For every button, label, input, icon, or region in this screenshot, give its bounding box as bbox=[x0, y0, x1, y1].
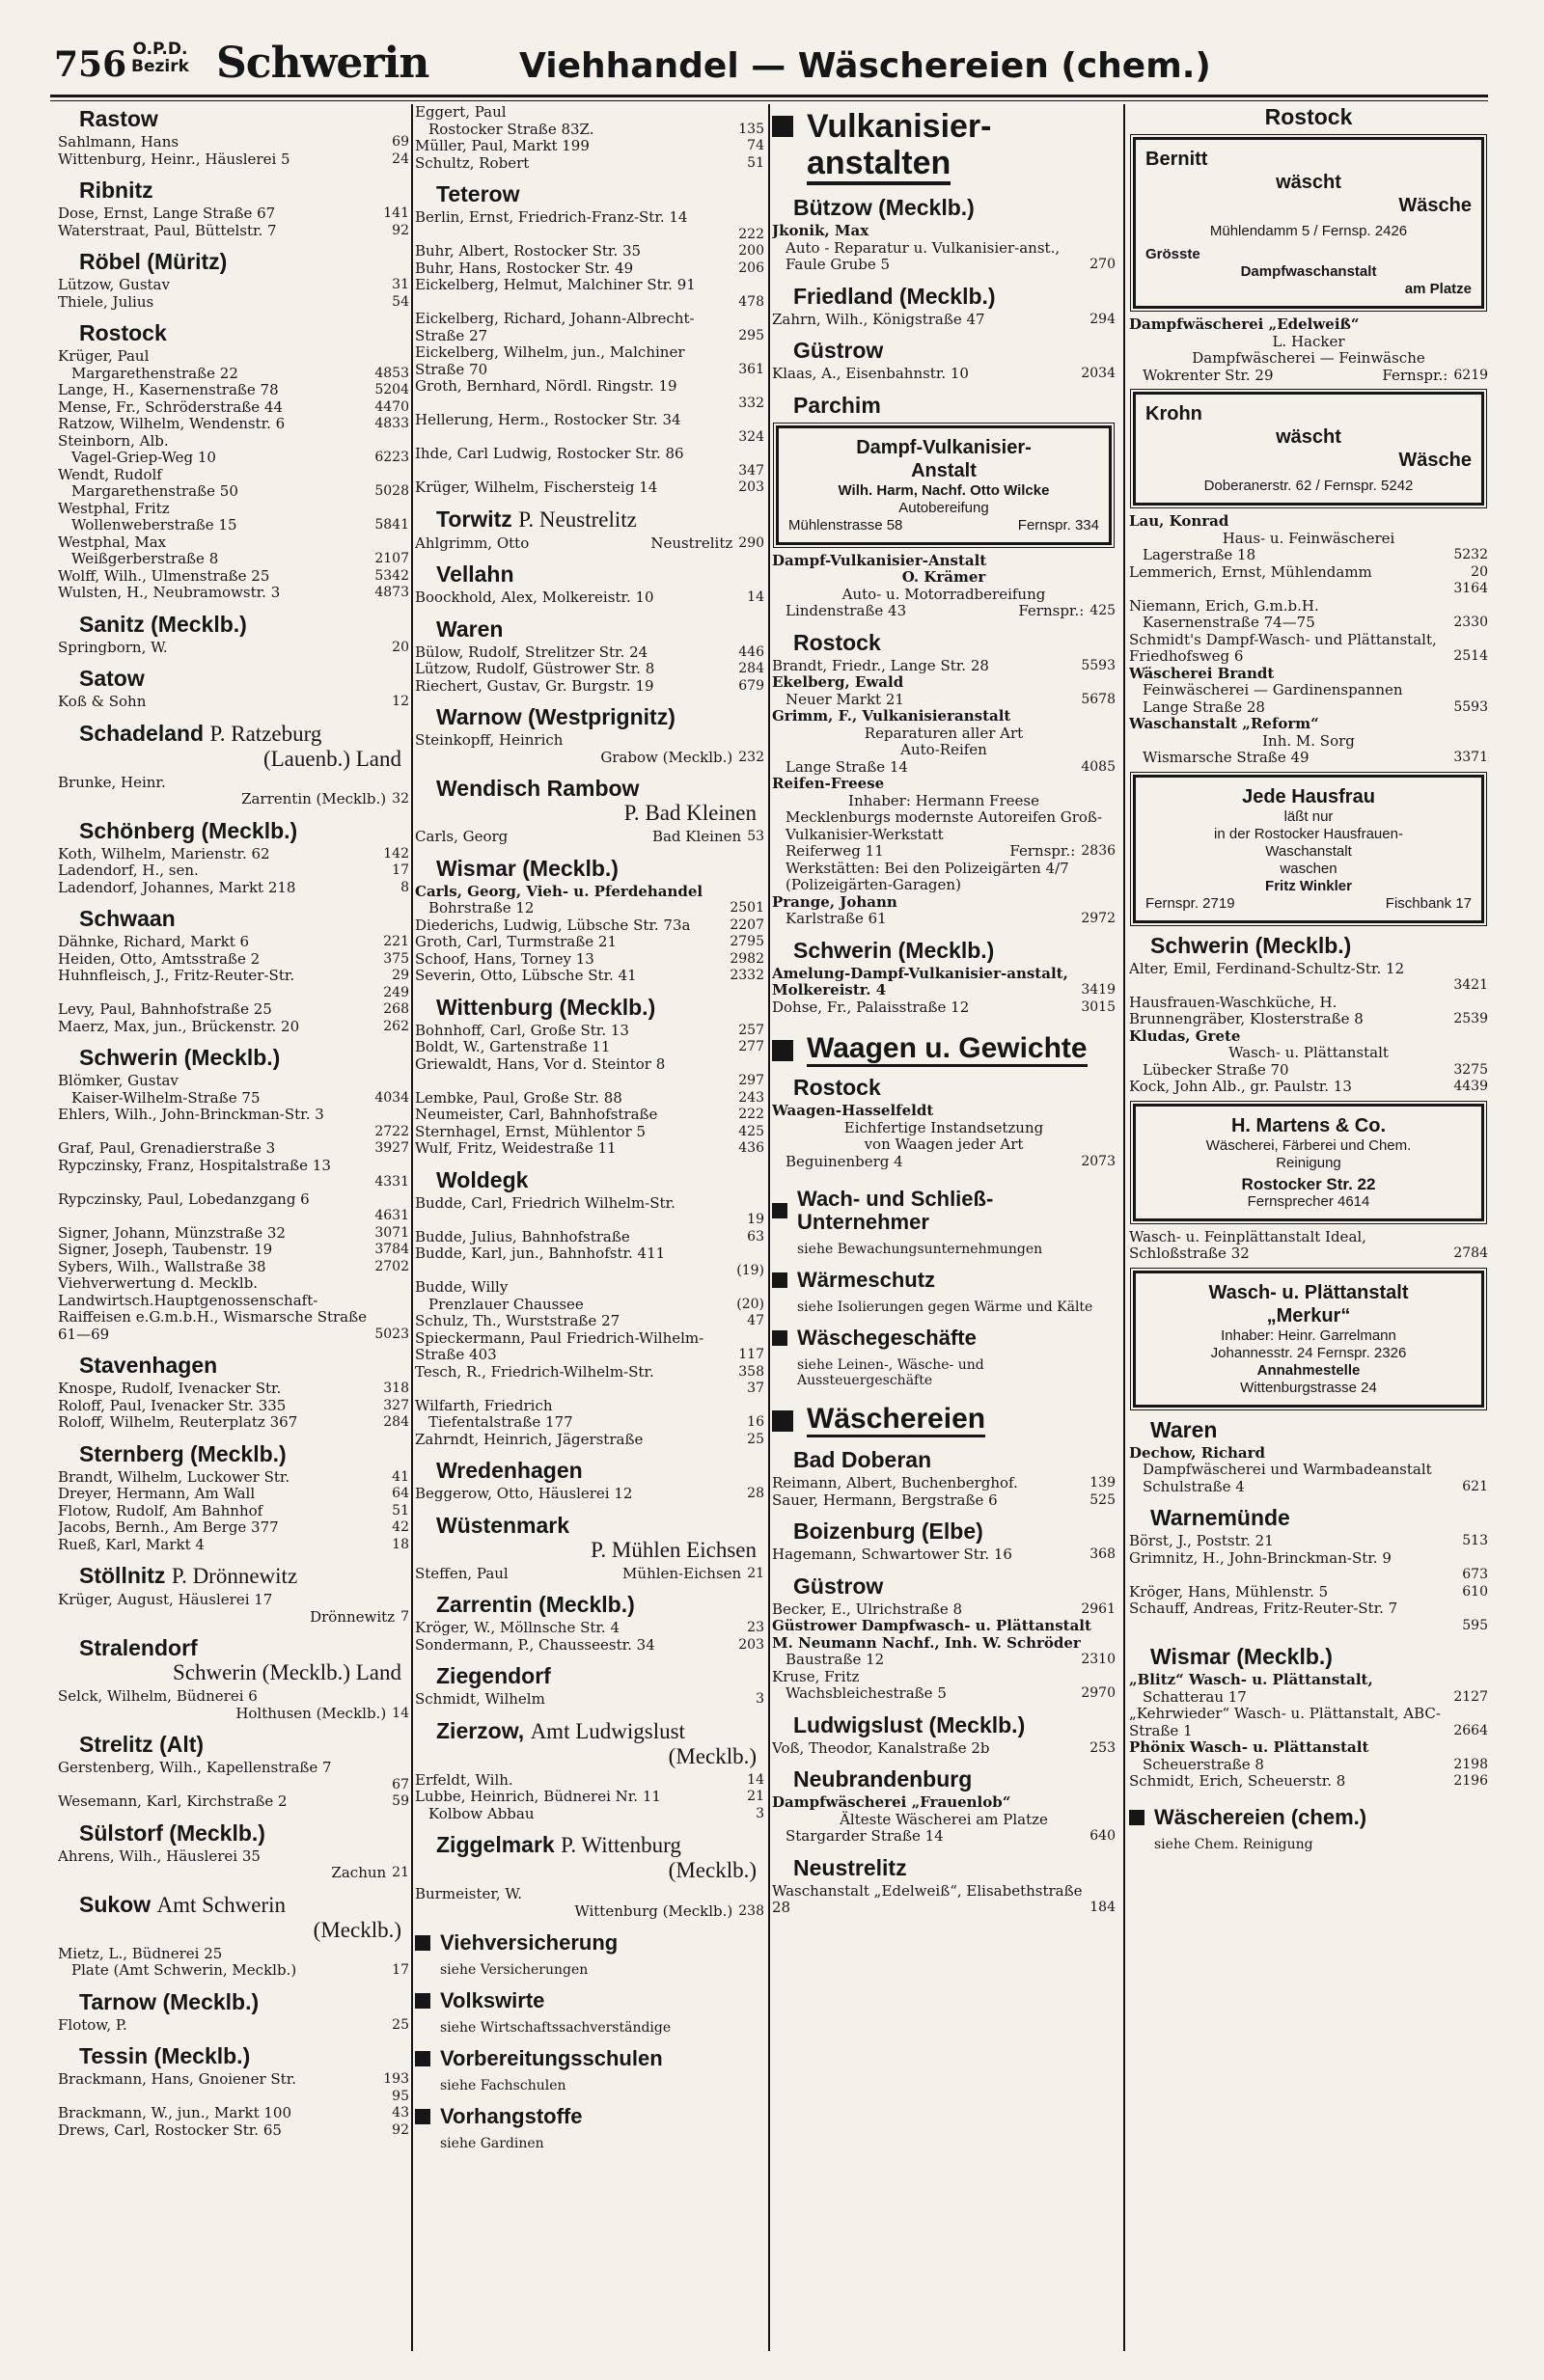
list-item: Knospe, Rudolf, Ivenacker Str. 318 bbox=[58, 1380, 409, 1397]
cross-reference: siehe Versicherungen bbox=[440, 1962, 589, 1978]
town-heading: Wittenburg (Mecklb.) bbox=[436, 994, 656, 1020]
column-3 bbox=[772, 104, 1116, 2352]
town-heading: Rostock bbox=[79, 320, 167, 345]
section-heading: Vorhangstoffe bbox=[415, 2105, 764, 2128]
list-item: Brunke, Heinr. Zarrentin (Mecklb.) 32 bbox=[58, 773, 409, 807]
list-item: Erfeldt, Wilh. 14 bbox=[415, 1770, 764, 1789]
list-item: Waagen-Hasselfeldt Eichfertige Instandsetzung von Waagen jeder Art Beguinenberg 4 2073 bbox=[772, 1102, 1116, 1170]
list-item: Groth, Bernhard, Nördl. Ringstr. 19 332 bbox=[415, 377, 764, 411]
advertisement-box: Krohn wäscht Wäsche Doberanerstr. 62 / Fernspr. 5242 bbox=[1133, 392, 1484, 506]
list-item: Sauer, Hermann, Bergstraße 6 525 bbox=[772, 1491, 1116, 1509]
list-item: Prange, Johann Karlstraße 61 2972 bbox=[772, 892, 1116, 927]
list-item: Schulz, Th., Wurststraße 27 47 bbox=[415, 1312, 764, 1329]
square-bullet-icon bbox=[772, 1203, 787, 1218]
town-heading: Röbel (Müritz) bbox=[79, 249, 228, 274]
list-item: Dohse, Fr., Palaisstraße 12 3015 bbox=[772, 998, 1116, 1016]
town-heading: Wismar (Mecklb.) bbox=[1150, 1644, 1333, 1669]
town-heading: Strelitz (Alt) bbox=[79, 1732, 205, 1757]
list-item: Schmidt, Wilhelm 3 bbox=[415, 1690, 764, 1708]
list-item: Springborn, W. 20 bbox=[58, 638, 409, 656]
list-item: Severin, Otto, Lübsche Str. 41 2332 bbox=[415, 967, 764, 984]
list-item: Schauff, Andreas, Fritz-Reuter-Str. 7 595 bbox=[1129, 1600, 1488, 1633]
town-heading: Güstrow bbox=[793, 338, 884, 363]
section-heading: Wäschereien (chem.) bbox=[1129, 1806, 1488, 1829]
section-heading: Volkswirte bbox=[415, 1989, 764, 2012]
list-item: Dampfwäscherei „Frauenlob“ Älteste Wäscherei am Platze Stargarder Straße 14 640 bbox=[772, 1793, 1116, 1845]
list-item: Boockhold, Alex, Molkereistr. 10 14 bbox=[415, 588, 764, 606]
list-item: Eickelberg, Richard, Johann-Albrecht-Straße 27 295 bbox=[415, 310, 764, 344]
list-item: Wilfarth, Friedrich Tiefentalstraße 177 16 bbox=[415, 1396, 764, 1431]
list-item: Spieckermann, Paul Friedrich-Wilhelm-Straße 403 117 bbox=[415, 1328, 764, 1363]
town-heading: Teterow bbox=[436, 181, 520, 206]
list-item: Graf, Paul, Grenadierstraße 3 3927 bbox=[58, 1139, 409, 1157]
list-item: Ahlgrimm, Otto Neustrelitz 290 bbox=[415, 533, 764, 552]
list-item: Buhr, Albert, Rostocker Str. 35 200 bbox=[415, 242, 764, 260]
section-heading: Wach- und Schließ-Unternehmer bbox=[772, 1188, 1116, 1234]
town-heading: Torwitz P. Neustrelitz bbox=[436, 506, 637, 532]
list-item: Steffen, Paul Mühlen-Eichsen 21 bbox=[415, 1564, 764, 1582]
list-item: Wesemann, Karl, Kirchstraße 2 59 bbox=[58, 1792, 409, 1810]
list-item: Budde, Karl, jun., Bahnhofstr. 411 (19) bbox=[415, 1245, 764, 1278]
town-heading: Sülstorf (Mecklb.) bbox=[79, 1819, 265, 1846]
city-name: Schwerin bbox=[216, 39, 429, 88]
list-item: Brackmann, Hans, Gnoiener Str. 193 95 bbox=[58, 2070, 409, 2104]
list-item: Schoof, Hans, Torney 13 2982 bbox=[415, 949, 764, 968]
list-item: Krüger, Paul Margarethenstraße 22 4853 bbox=[58, 347, 409, 382]
town-heading: Rastow bbox=[79, 106, 158, 131]
list-item: Phönix Wasch- u. Plättanstalt Scheuerstraße 8 2198 bbox=[1129, 1738, 1488, 1773]
town-heading: Satow bbox=[79, 666, 145, 691]
list-item: Kludas, Grete Wasch- u. Plättanstalt Lübecker Straße 70 3275 bbox=[1129, 1026, 1488, 1079]
list-item: Wäscherei Brandt Feinwäscherei — Gardinenspannen Lange Straße 28 5593 bbox=[1129, 664, 1488, 716]
list-item: Roloff, Paul, Ivenacker Str. 335 327 bbox=[58, 1396, 409, 1414]
list-item: Hagemann, Schwartower Str. 16 368 bbox=[772, 1546, 1116, 1563]
list-item: Sahlmann, Hans 69 bbox=[58, 133, 409, 150]
list-item: Budde, Carl, Friedrich Wilhelm-Str. 19 bbox=[415, 1193, 764, 1227]
list-item: Westphal, Max Weißgerberstraße 8 2107 bbox=[58, 533, 409, 567]
list-item: Diederichs, Ludwig, Lübsche Str. 73a 2207 bbox=[415, 916, 764, 934]
district-line-2: Bezirk bbox=[131, 57, 189, 76]
column-divider bbox=[768, 104, 770, 2351]
list-item: Levy, Paul, Bahnhofstraße 25 268 bbox=[58, 1000, 409, 1018]
town-heading: Bützow (Mecklb.) bbox=[793, 195, 975, 220]
list-item: Bülow, Rudolf, Strelitzer Str. 24 446 bbox=[415, 643, 764, 661]
list-item: Lau, Konrad Haus- u. Feinwäscherei Lagerstraße 18 5232 bbox=[1129, 512, 1488, 563]
town-heading: Sternberg (Mecklb.) bbox=[79, 1440, 287, 1466]
town-heading: Waren bbox=[1150, 1416, 1218, 1442]
list-item: Flotow, Rudolf, Am Bahnhof 51 bbox=[58, 1501, 409, 1519]
list-item: Klaas, A., Eisenbahnstr. 10 2034 bbox=[772, 365, 1116, 382]
list-item: Heiden, Otto, Amtsstraße 2 375 bbox=[58, 949, 409, 968]
list-item: Dechow, Richard Dampfwäscherei und Warmbadeanstalt Schulstraße 4 621 bbox=[1129, 1443, 1488, 1495]
section-heading: Wärmeschutz bbox=[772, 1269, 1116, 1292]
list-item: Westphal, Fritz Wollenweberstraße 15 5841 bbox=[58, 499, 409, 533]
page-header bbox=[50, 39, 1488, 95]
cross-reference: siehe Leinen-, Wäsche- und Aussteuergeschäfte bbox=[797, 1357, 984, 1388]
list-item: Kruse, Fritz Wachsbleichestraße 5 2970 bbox=[772, 1667, 1116, 1702]
list-item: Hausfrauen-Waschküche, H. Brunnengräber, Klosterstraße 8 2539 bbox=[1129, 993, 1488, 1027]
square-bullet-icon bbox=[415, 1935, 430, 1951]
advertisement-box: Jede Hausfrau läßt nur in der Rostocker Hausfrauen- Waschanstalt waschen Fritz Winkler Fernspr. 2719 Fischbank 17 bbox=[1133, 775, 1484, 923]
list-item: Neumeister, Carl, Bahnhofstraße 222 bbox=[415, 1106, 764, 1123]
town-heading: Schönberg (Mecklb.) bbox=[79, 817, 298, 843]
list-item: Sondermann, P., Chausseestr. 34 203 bbox=[415, 1635, 764, 1654]
advertisement-box: Wasch- u. Plättanstalt „Merkur“ Inhaber: Heinr. Garrelmann Johannesstr. 24 Fernspr. 2326 Annahmestelle Wittenburgstrasse 24 bbox=[1133, 1271, 1484, 1408]
list-item: Reimann, Albert, Buchenberghof. 139 bbox=[772, 1474, 1116, 1491]
section-heading: Vulkanisier- anstalten bbox=[772, 108, 1116, 185]
list-item: Krüger, Wilhelm, Fischersteig 14 203 bbox=[415, 479, 764, 496]
list-item: Signer, Johann, Münzstraße 32 3071 bbox=[58, 1223, 409, 1242]
list-item: Koth, Wilhelm, Marienstr. 62 142 bbox=[58, 844, 409, 862]
list-item: „Blitz“ Wasch- u. Plättanstalt, Schatterau 17 2127 bbox=[1129, 1671, 1488, 1706]
list-item: Lemmerich, Ernst, Mühlendamm 20 3164 bbox=[1129, 562, 1488, 596]
list-item: Becker, E., Ulrichstraße 8 2961 bbox=[772, 1600, 1116, 1618]
list-item: Amelung-Dampf-Vulkanisier-anstalt, Molkereistr. 4 3419 bbox=[772, 964, 1116, 999]
list-item: Niemann, Erich, G.m.b.H. Kasernenstraße 74—75 2330 bbox=[1129, 596, 1488, 631]
town-heading: Tarnow (Mecklb.) bbox=[79, 1988, 260, 2014]
list-item: Griewaldt, Hans, Vor d. Steintor 8 297 bbox=[415, 1054, 764, 1088]
square-bullet-icon bbox=[1129, 1810, 1144, 1825]
town-heading: Wüstenmark P. Mühlen Eichsen bbox=[436, 1512, 757, 1562]
list-item: Reifen-Freese Inhaber: Hermann Freese Mecklenburgs modernste Autoreifen Groß-Vulkanisier-Werkstatt Reiferweg 11 Fernspr.: 2836 Werkstätten: Bei den Polizeigärten 4/7 (Polizeigärten-Garagen) bbox=[772, 775, 1116, 893]
list-item: Buhr, Hans, Rostocker Str. 49 206 bbox=[415, 259, 764, 277]
list-item: Wulf, Fritz, Weidestraße 11 436 bbox=[415, 1139, 764, 1157]
list-item: Voß, Theodor, Kanalstraße 2b 253 bbox=[772, 1738, 1116, 1757]
list-item: Ahrens, Wilh., Häuslerei 35 Zachun 21 bbox=[58, 1847, 409, 1881]
cross-reference: siehe Chem. Reinigung bbox=[1154, 1836, 1313, 1852]
list-item: Ekelberg, Ewald Neuer Markt 21 5678 bbox=[772, 673, 1116, 708]
town-heading: Ziegendorf bbox=[436, 1663, 551, 1688]
list-item: Burmeister, W. Wittenburg (Mecklb.) 238 bbox=[415, 1885, 764, 1920]
town-heading: Waren bbox=[436, 616, 504, 642]
list-item: Boldt, W., Gartenstraße 11 277 bbox=[415, 1038, 764, 1055]
section-heading: Waagen u. Gewichte bbox=[772, 1033, 1116, 1067]
list-item: Selck, Wilhelm, Büdnerei 6 Holthusen (Mecklb.) 14 bbox=[58, 1687, 409, 1722]
section-heading: Wäschereien bbox=[772, 1404, 1116, 1437]
list-item: Kröger, W., Möllnsche Str. 4 23 bbox=[415, 1619, 764, 1636]
town-heading: Wredenhagen bbox=[436, 1458, 583, 1483]
list-item: Wulsten, H., Neubramowstr. 3 4873 bbox=[58, 584, 409, 601]
list-item: Steinborn, Alb. Vagel-Griep-Weg 10 6223 bbox=[58, 431, 409, 466]
square-bullet-icon bbox=[772, 1040, 793, 1061]
list-item: Sternhagel, Ernst, Mühlentor 5 425 bbox=[415, 1122, 764, 1140]
list-item: Brandt, Friedr., Lange Str. 28 5593 bbox=[772, 656, 1116, 674]
list-item: Krüger, August, Häuslerei 17 Drönnewitz 7 bbox=[58, 1591, 409, 1626]
list-item: Hellerung, Herm., Rostocker Str. 34 324 bbox=[415, 411, 764, 445]
advertisement-box: Bernitt wäscht Wäsche Mühlendamm 5 / Fernsp. 2426 Grösste Dampfwaschanstalt am Platze bbox=[1133, 137, 1484, 309]
list-item: Wittenburg, Heinr., Häuslerei 5 24 bbox=[58, 150, 409, 168]
list-item: Dampf-Vulkanisier-Anstalt O. Krämer Auto- u. Motorradbereifung Lindenstraße 43 Fernspr.: 425 bbox=[772, 551, 1116, 619]
town-heading: Güstrow bbox=[793, 1573, 884, 1599]
list-item: Eickelberg, Wilhelm, jun., Malchiner Straße 70 361 bbox=[415, 343, 764, 378]
list-item: Güstrower Dampfwasch- u. Plättanstalt M. Neumann Nachf., Inh. W. Schröder Baustraße 12 2310 bbox=[772, 1617, 1116, 1668]
list-item: Groth, Carl, Turmstraße 21 2795 bbox=[415, 933, 764, 950]
list-item: Mense, Fr., Schröderstraße 44 4470 bbox=[58, 397, 409, 416]
list-item: Budde, Willy Prenzlauer Chaussee (20) bbox=[415, 1278, 764, 1313]
cross-reference: siehe Wirtschaftssachverständige bbox=[440, 2020, 672, 2036]
list-item: Roloff, Wilhelm, Reuterplatz 367 284 bbox=[58, 1413, 409, 1431]
town-heading: Wendisch Rambow P. Bad Kleinen bbox=[436, 776, 757, 825]
list-item: Berlin, Ernst, Friedrich-Franz-Str. 14 222 bbox=[415, 208, 764, 242]
list-item: Koß & Sohn 12 bbox=[58, 693, 409, 710]
list-item: Ladendorf, Johannes, Markt 218 8 bbox=[58, 878, 409, 896]
square-bullet-icon bbox=[772, 1410, 793, 1432]
column-2 bbox=[415, 104, 764, 2352]
list-item: Bohnhoff, Carl, Große Str. 13 257 bbox=[415, 1021, 764, 1039]
town-heading: Stralendorf Schwerin (Mecklb.) Land bbox=[79, 1635, 401, 1684]
town-heading: Zarrentin (Mecklb.) bbox=[436, 1592, 635, 1617]
town-heading: Schwerin (Mecklb.) bbox=[79, 1045, 281, 1070]
header-rule-thin bbox=[50, 100, 1488, 101]
list-item: Dreyer, Hermann, Am Wall 64 bbox=[58, 1485, 409, 1502]
town-heading: Warnemünde bbox=[1150, 1505, 1290, 1530]
list-item: Wolff, Wilh., Ulmenstraße 25 5342 bbox=[58, 566, 409, 585]
square-bullet-icon bbox=[772, 1272, 787, 1288]
town-heading: Boizenburg (Elbe) bbox=[793, 1518, 983, 1544]
town-heading: Vellahn bbox=[436, 561, 514, 587]
list-item: Riechert, Gustav, Gr. Burgstr. 19 679 bbox=[415, 676, 764, 695]
list-item: Dähnke, Richard, Markt 6 221 bbox=[58, 933, 409, 950]
town-heading: Parchim bbox=[793, 392, 881, 418]
town-heading: Woldegk bbox=[436, 1166, 529, 1192]
list-item: Börst, J., Poststr. 21 513 bbox=[1129, 1532, 1488, 1549]
list-item: Jkonik, Max Auto - Reparatur u. Vulkanisier-anst., Faule Grube 5 270 bbox=[772, 222, 1116, 273]
list-item: Wendt, Rudolf Margarethenstraße 50 5028 bbox=[58, 465, 409, 500]
list-item: Budde, Julius, Bahnhofstraße 63 bbox=[415, 1227, 764, 1245]
header-rule-thick bbox=[50, 95, 1488, 97]
cross-reference: siehe Bewachungsunternehmungen bbox=[797, 1242, 1043, 1257]
list-item: Alter, Emil, Ferdinand-Schultz-Str. 12 3421 bbox=[1129, 959, 1488, 993]
list-item: Gerstenberg, Wilh., Kapellenstraße 7 67 bbox=[58, 1759, 409, 1792]
column-4 bbox=[1129, 104, 1488, 2352]
list-item: „Kehrwieder“ Wasch- u. Plättanstalt, ABC-Straße 1 2664 bbox=[1129, 1705, 1488, 1739]
cross-reference: siehe Fachschulen bbox=[440, 2078, 566, 2093]
town-heading: Ludwigslust (Mecklb.) bbox=[793, 1711, 1026, 1737]
list-item: Kolbow Abbau 3 bbox=[428, 1804, 764, 1822]
district-line-1: O.P.D. bbox=[132, 40, 188, 59]
list-item: Lützow, Gustav 31 bbox=[58, 276, 409, 293]
list-item: Zahrndt, Heinrich, Jägerstraße 25 bbox=[415, 1430, 764, 1448]
town-heading: Friedland (Mecklb.) bbox=[793, 283, 996, 309]
cross-reference: siehe Gardinen bbox=[440, 2136, 544, 2151]
column-divider bbox=[411, 104, 413, 2351]
cross-reference: siehe Isolierungen gegen Wärme und Kälte bbox=[797, 1299, 1093, 1315]
district-label bbox=[131, 41, 189, 75]
list-item: Rypczinsky, Franz, Hospitalstraße 13 4331 bbox=[58, 1156, 409, 1190]
town-heading: Ribnitz bbox=[79, 178, 153, 203]
list-item: Tesch, R., Friedrich-Wilhelm-Str. 358 37 bbox=[415, 1362, 764, 1396]
list-item: Waschanstalt „Reform“ Inh. M. Sorg Wismarsche Straße 49 3371 bbox=[1129, 715, 1488, 766]
list-item: Zahrn, Wilh., Königstraße 47 294 bbox=[772, 310, 1116, 328]
list-item: Schmidt, Erich, Scheuerstr. 8 2196 bbox=[1129, 1772, 1488, 1790]
list-item: Thiele, Julius 54 bbox=[58, 292, 409, 311]
list-item: Steinkopff, Heinrich Grabow (Mecklb.) 232 bbox=[415, 731, 764, 766]
town-heading: Schadeland P. Ratzeburg (Lauenb.) Land bbox=[79, 720, 401, 771]
town-heading: Rostock bbox=[1264, 104, 1353, 129]
list-item: Schmidt's Dampf-Wasch- und Plättanstalt, Friedhofsweg 6 2514 bbox=[1129, 630, 1488, 665]
list-item: Ladendorf, H., sen. 17 bbox=[58, 862, 409, 879]
list-item: Lange, H., Kasernenstraße 78 5204 bbox=[58, 381, 409, 398]
town-heading: Schwerin (Mecklb.) bbox=[793, 937, 995, 963]
town-heading: Rostock bbox=[793, 1075, 881, 1100]
square-bullet-icon bbox=[415, 2109, 430, 2124]
town-heading: Schwerin (Mecklb.) bbox=[1150, 932, 1352, 958]
town-heading: Sukow Amt Schwerin (Mecklb.) bbox=[79, 1891, 401, 1942]
town-heading: Ziggelmark P. Wittenburg (Mecklb.) bbox=[436, 1832, 757, 1882]
list-item: Mietz, L., Büdnerei 25 Plate (Amt Schwerin, Mecklb.) 17 bbox=[58, 1944, 409, 1979]
list-item: Müller, Paul, Markt 199 74 bbox=[415, 137, 764, 154]
list-item: Dampfwäscherei „Edelweiß“ L. Hacker Dampfwäscherei — Feinwäsche Wokrenter Str. 29 Fernspr.: 6219 bbox=[1129, 315, 1488, 384]
town-heading: Bad Doberan bbox=[793, 1447, 932, 1472]
column-divider bbox=[1123, 104, 1125, 2351]
square-bullet-icon bbox=[415, 1993, 430, 2009]
list-item: Maerz, Max, jun., Brückenstr. 20 262 bbox=[58, 1017, 409, 1035]
square-bullet-icon bbox=[772, 116, 793, 137]
list-item: Jacobs, Bernh., Am Berge 377 42 bbox=[58, 1518, 409, 1536]
list-item: Ratzow, Wilhelm, Wendenstr. 6 4833 bbox=[58, 415, 409, 432]
list-item: Kock, John Alb., gr. Paulstr. 13 4439 bbox=[1129, 1078, 1488, 1095]
list-item: Ehlers, Wilh., John-Brinckman-Str. 3 2722 bbox=[58, 1106, 409, 1139]
town-heading: Stöllnitz P. Drönnewitz bbox=[79, 1563, 298, 1588]
list-item: Grimnitz, H., John-Brinckman-Str. 9 673 bbox=[1129, 1548, 1488, 1582]
list-item: Blömker, Gustav Kaiser-Wilhelm-Straße 75 4034 bbox=[58, 1072, 409, 1107]
town-heading: Schwaan bbox=[79, 906, 176, 931]
town-heading: Sanitz (Mecklb.) bbox=[79, 611, 247, 637]
town-heading: Rostock bbox=[793, 629, 881, 655]
list-item: Dose, Ernst, Lange Straße 67 141 bbox=[58, 205, 409, 222]
town-heading: Tessin (Mecklb.) bbox=[79, 2043, 251, 2068]
list-item: Lembke, Paul, Große Str. 88 243 bbox=[415, 1088, 764, 1107]
list-item: Waterstraat, Paul, Büttelstr. 7 92 bbox=[58, 221, 409, 239]
column-1 bbox=[58, 104, 409, 2352]
section-heading: Vorbereitungsschulen bbox=[415, 2047, 764, 2070]
list-item: Grimm, F., Vulkanisieranstalt Reparaturen aller Art Auto-Reifen Lange Straße 14 4085 bbox=[772, 707, 1116, 776]
list-item: Rueß, Karl, Markt 4 18 bbox=[58, 1535, 409, 1553]
list-item: Waschanstalt „Edelweiß“, Elisabethstraße 28 184 bbox=[772, 1881, 1116, 1916]
town-heading: Neustrelitz bbox=[793, 1854, 907, 1880]
list-item: Eickelberg, Helmut, Malchiner Str. 91 478 bbox=[415, 276, 764, 310]
advertisement-box: Dampf-Vulkanisier- Anstalt Wilh. Harm, Nachf. Otto Wilcke Autobereifung Mühlenstrasse 58 Fernspr. 334 bbox=[776, 425, 1112, 545]
square-bullet-icon bbox=[415, 2051, 430, 2066]
town-heading: Warnow (Westprignitz) bbox=[436, 704, 676, 729]
page-number: 756 bbox=[54, 44, 127, 85]
list-item: Carls, Georg, Vieh- u. Pferdehandel Bohrstraße 12 2501 bbox=[415, 882, 764, 916]
list-item: Brandt, Wilhelm, Luckower Str. 41 bbox=[58, 1467, 409, 1486]
list-item: Schultz, Robert 51 bbox=[415, 153, 764, 172]
list-item: Brackmann, W., jun., Markt 100 43 bbox=[58, 2104, 409, 2121]
list-item: Lützow, Rudolf, Güstrower Str. 8 284 bbox=[415, 660, 764, 677]
advertisement-box: H. Martens & Co. Wäscherei, Färberei und Chem. Reinigung Rostocker Str. 22 Fernsprecher 4614 bbox=[1133, 1104, 1484, 1221]
section-heading: Wäschegeschäfte bbox=[772, 1327, 1116, 1350]
list-item: Viehverwertung d. Mecklb. Landwirtsch.Hauptgenossenschaft-Raiffeisen e.G.m.b.H., Wismarsche Straße 61—69 5023 bbox=[58, 1274, 409, 1343]
section-heading: Viehversicherung bbox=[415, 1931, 764, 1955]
list-item: Signer, Joseph, Taubenstr. 19 3784 bbox=[58, 1241, 409, 1258]
town-heading: Neubrandenburg bbox=[793, 1766, 973, 1792]
town-heading: Zierzow, Amt Ludwigslust (Mecklb.) bbox=[436, 1717, 757, 1768]
list-item: Flotow, P. 25 bbox=[58, 2015, 409, 2034]
list-item: Beggerow, Otto, Häuslerei 12 28 bbox=[415, 1485, 764, 1502]
list-item: Huhnfleisch, J., Fritz-Reuter-Str. 29 249 bbox=[58, 967, 409, 1000]
list-item: Rypczinsky, Paul, Lobedanzgang 6 4631 bbox=[58, 1190, 409, 1223]
town-heading: Wismar (Mecklb.) bbox=[436, 855, 619, 881]
square-bullet-icon bbox=[772, 1330, 787, 1346]
list-item: Ihde, Carl Ludwig, Rostocker Str. 86 347 bbox=[415, 445, 764, 479]
list-item: Lubbe, Heinrich, Büdnerei Nr. 11 21 bbox=[415, 1788, 764, 1805]
list-item: Wasch- u. Feinplättanstalt Ideal, Schloßstraße 32 2784 bbox=[1129, 1227, 1488, 1262]
list-item: Kröger, Hans, Mühlenstr. 5 610 bbox=[1129, 1582, 1488, 1600]
town-heading: Stavenhagen bbox=[79, 1353, 218, 1378]
list-item: Drews, Carl, Rostocker Str. 65 92 bbox=[58, 2120, 409, 2139]
page-title: Viehhandel — Wäschereien (chem.) bbox=[519, 46, 1211, 86]
list-item: Sybers, Wilh., Wallstraße 38 2702 bbox=[58, 1257, 409, 1275]
list-item: Eggert, Paul Rostocker Straße 83Z. 135 bbox=[415, 104, 764, 138]
list-item: Carls, Georg Bad Kleinen 53 bbox=[415, 828, 764, 845]
